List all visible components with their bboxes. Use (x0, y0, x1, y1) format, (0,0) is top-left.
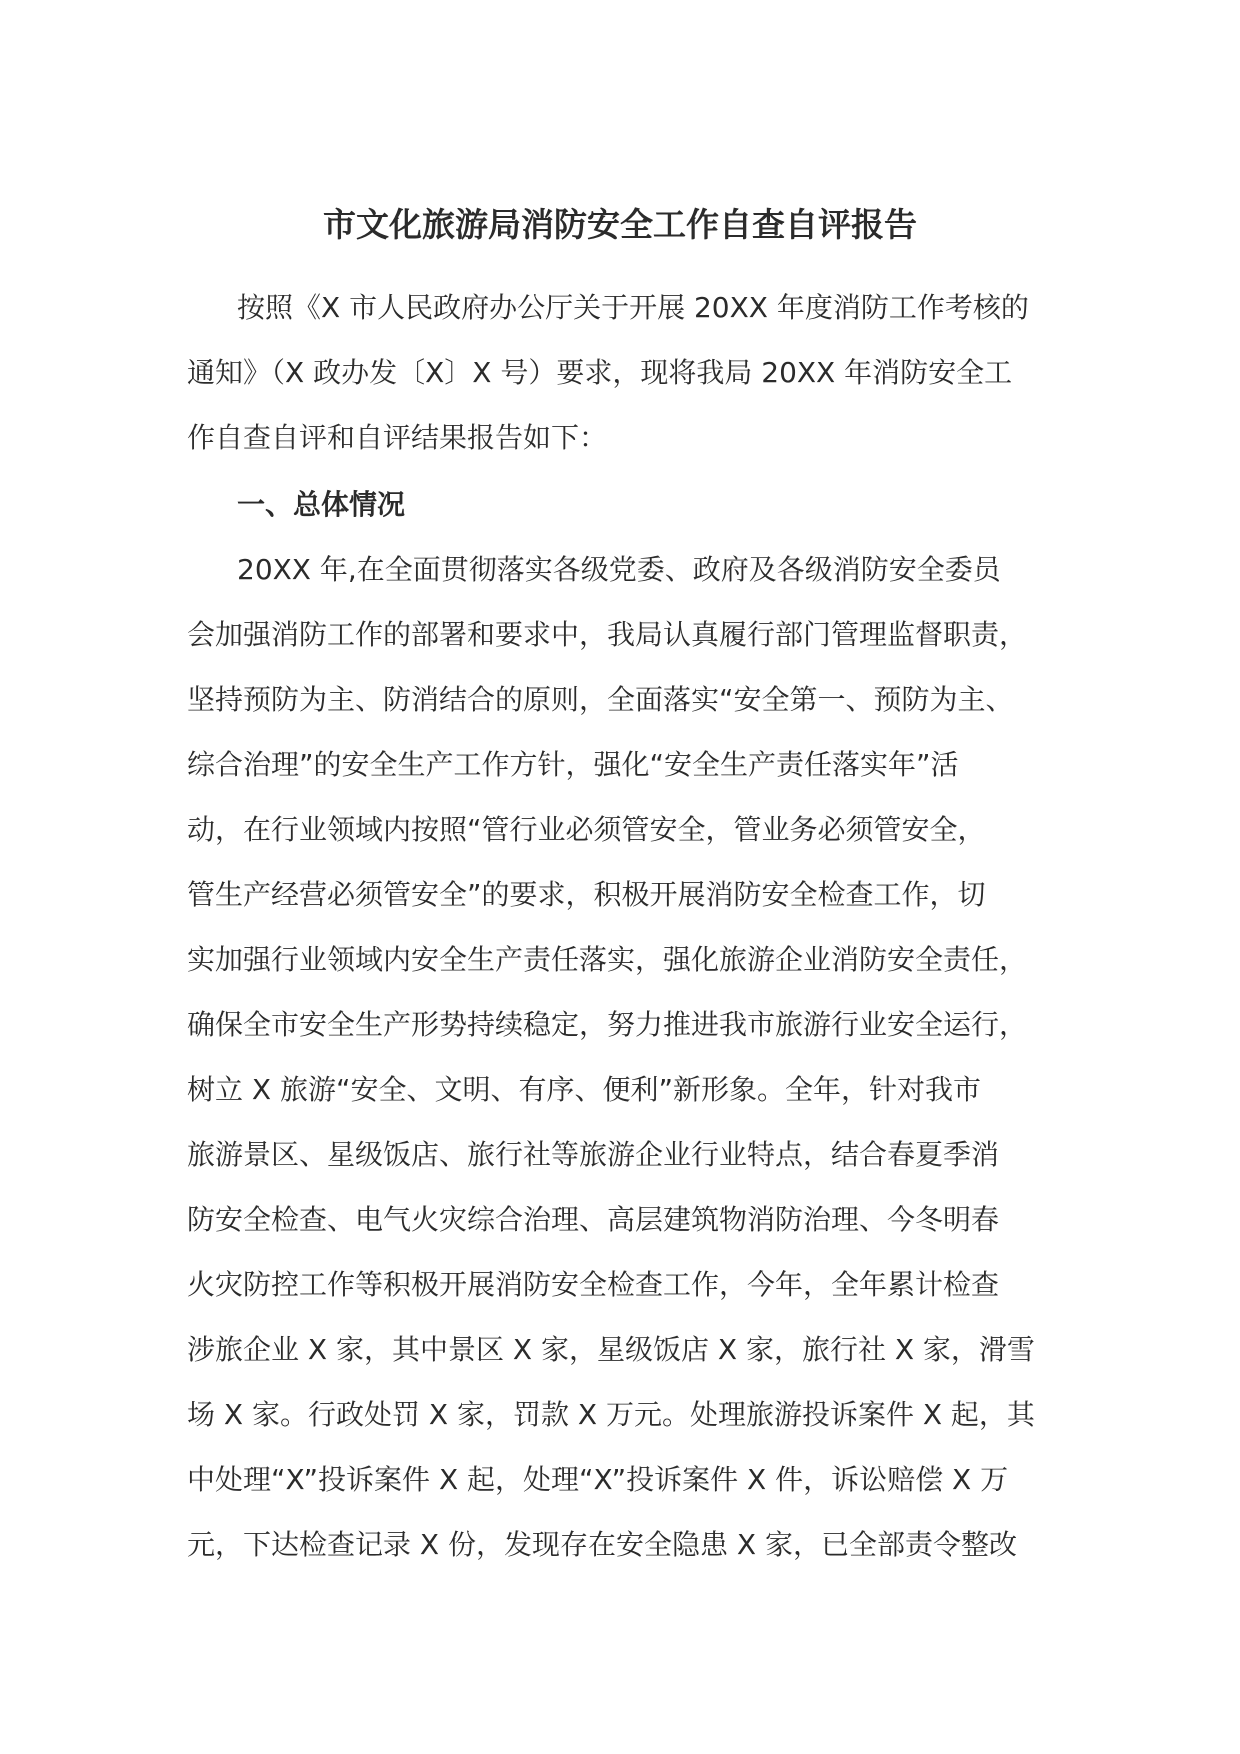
body-line: 综合治理”的安全生产工作方针，强化“安全生产责任落实年”活 (187, 748, 959, 781)
section-heading (187, 472, 1087, 537)
intro-line: 通知》（X 政办发〔X〕X 号）要求，现将我局 20XX 年消防安全工 (187, 356, 1013, 389)
intro-line: 作自查自评和自评结果报告如下： (187, 421, 608, 454)
body-line: 防安全检查、电气火灾综合治理、高层建筑物消防治理、今冬明春 (187, 1203, 1000, 1236)
body-line: 会加强消防工作的部署和要求中，我局认真履行部门管理监督职责， (187, 618, 1028, 651)
body-line: 火灾防控工作等积极开展消防安全检查工作，今年，全年累计检查 (187, 1268, 1000, 1301)
body-line: 坚持预防为主、防消结合的原则，全面落实“安全第一、预防为主、 (187, 683, 1014, 716)
body-line: 元，下达检查记录 X 份，发现存在安全隐患 X 家，已全部责令整改 (187, 1528, 1017, 1561)
body-line: 20XX 年,在全面贯彻落实各级党委、政府及各级消防安全委员 (237, 553, 1001, 586)
intro-line: 按照《X 市人民政府办公厅关于开展 20XX 年度消防工作考核的 (237, 291, 1029, 324)
section1-heading: 一、总体情况 (237, 488, 406, 521)
body-line: 树立 X 旅游“安全、文明、有序、便利”新形象。全年，针对我市 (187, 1073, 981, 1106)
document-title: 市文化旅游局消防安全工作自查自评报告 (323, 205, 917, 244)
body-line: 旅游景区、星级饭店、旅行社等旅游企业行业特点，结合春夏季消 (187, 1138, 1000, 1171)
body-line: 场 X 家。行政处罚 X 家，罚款 X 万元。处理旅游投诉案件 X 起，其 (187, 1398, 1035, 1431)
section1-paragraph (187, 537, 1087, 1577)
body-line: 确保全市安全生产形势持续稳定，努力推进我市旅游行业安全运行， (187, 1008, 1028, 1041)
body-line: 管生产经营必须管安全”的要求，积极开展消防安全检查工作，切 (187, 878, 986, 911)
body-line: 实加强行业领域内安全生产责任落实，强化旅游企业消防安全责任， (187, 943, 1028, 976)
body-line: 动，在行业领域内按照“管行业必须管安全，管业务必须管安全， (187, 813, 986, 846)
body-line: 涉旅企业 X 家，其中景区 X 家，星级饭店 X 家，旅行社 X 家，滑雪 (187, 1333, 1035, 1366)
body-line: 中处理“X”投诉案件 X 起，处理“X”投诉案件 X 件，诉讼赔偿 X 万 (187, 1463, 1009, 1496)
intro-paragraph (187, 275, 1087, 470)
